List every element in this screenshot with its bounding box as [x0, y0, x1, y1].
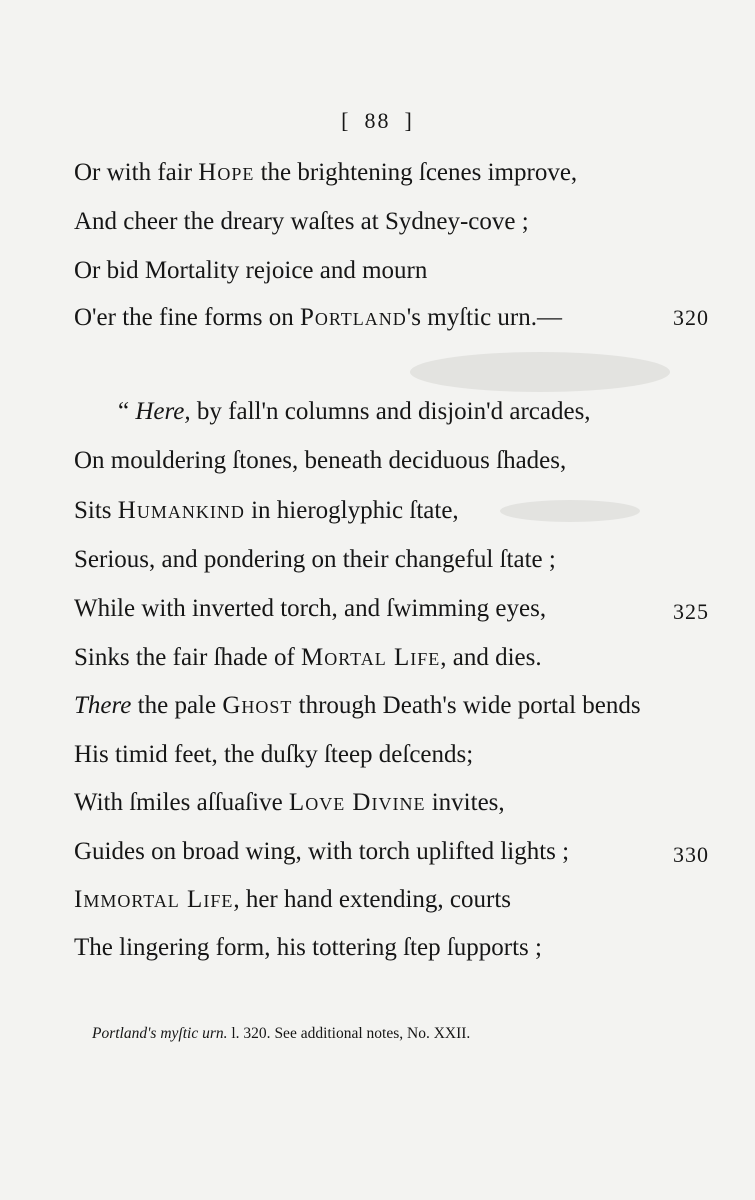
verse-line: [74, 496, 459, 526]
verse-line: [74, 207, 529, 237]
verse-text: With ſmiles aſſuaſive: [74, 789, 289, 816]
footnote-text: See additional notes, No. XXII.: [270, 1025, 471, 1042]
verse-text: through Death's wide portal bends: [292, 692, 641, 719]
verse-text: His timid feet, the duſky ſteep deſcends;: [74, 741, 474, 768]
verse-small-caps: Mortal Life: [301, 644, 441, 671]
verse-small-caps: Hope: [198, 159, 255, 186]
footnote: [92, 1025, 470, 1043]
verse-line: [74, 545, 556, 575]
verse-line: [74, 933, 542, 963]
verse-line: [74, 643, 542, 673]
open-bracket: [: [341, 108, 351, 133]
verse-line: [74, 837, 569, 867]
verse-text: the brightening ſcenes improve,: [254, 159, 578, 186]
verse-text: 's myſtic urn.—: [406, 304, 562, 331]
verse-italic: There: [74, 692, 132, 719]
verse-text: The lingering form, his tottering ſtep ſupports ;: [74, 934, 542, 961]
verse-small-caps: Humankind: [117, 497, 245, 524]
verse-text: On mouldering ſtones, beneath deciduous ſhades,: [74, 447, 567, 474]
verse-text: , and dies.: [440, 644, 542, 671]
page-header: [0, 108, 755, 134]
verse-line: [74, 691, 641, 721]
verse-line: [74, 446, 566, 476]
verse-text: Or bid Mortality rejoice and mourn: [74, 257, 428, 284]
verse-line: [74, 303, 562, 333]
verse-small-caps: Love Divine: [288, 789, 426, 816]
open-quote: “: [118, 398, 130, 425]
line-number: 320: [673, 305, 709, 330]
verse-small-caps: Portland: [299, 304, 407, 331]
verse-text: in hieroglyphic ſtate,: [244, 497, 459, 524]
line-number: 325: [673, 599, 709, 624]
verse-line: [118, 397, 591, 427]
verse-text: Sinks the fair ſhade of: [74, 644, 302, 671]
verse-italic: Here,: [135, 398, 191, 425]
verse-line: [74, 885, 511, 915]
verse-line: [74, 594, 546, 624]
close-bracket: ]: [404, 108, 414, 133]
verse-text: O'er the fine forms on: [74, 304, 300, 331]
verse-text: While with inverted torch, and ſwimming eyes,: [74, 595, 547, 622]
verse-text: the pale: [131, 692, 223, 719]
verse-line: [74, 256, 427, 286]
verse-text: Or with fair: [74, 159, 199, 186]
verse-text: invites,: [425, 789, 505, 816]
paper-smudge: [500, 500, 640, 522]
verse-text: And cheer the dreary waſtes at Sydney-cove ;: [74, 208, 529, 235]
page-number: 88: [364, 108, 391, 133]
verse-text: by fall'n columns and disjoin'd arcades,: [190, 398, 591, 425]
verse-line: [74, 788, 505, 818]
verse-text: Guides on broad wing, with torch uplifted lights ;: [74, 838, 570, 865]
footnote-line-ref: l. 320.: [227, 1025, 271, 1042]
verse-line: [74, 158, 577, 188]
verse-text: Serious, and pondering on their changeful ſtate ;: [74, 546, 556, 573]
footnote-italic: Portland's myſtic urn.: [92, 1025, 228, 1042]
verse-small-caps: Ghost: [222, 692, 293, 719]
verse-small-caps: Immortal Life: [74, 886, 234, 913]
verse-text: , her hand extending, courts: [233, 886, 512, 913]
verse-text: Sits: [74, 497, 118, 524]
verse-line: [74, 740, 473, 770]
paper-smudge: [410, 352, 670, 392]
line-number: 330: [673, 842, 709, 867]
